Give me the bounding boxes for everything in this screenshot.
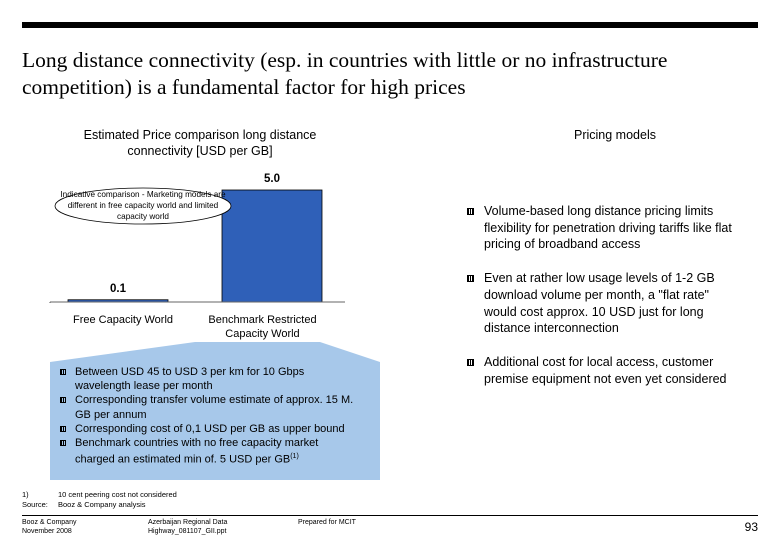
pricing-item: Even at rather low usage levels of 1-2 GB download volume per month, a "flat rate" would cost approx. 10 USD just for long distance interconnection (466, 270, 741, 337)
indicative-note: Indicative comparison - Marketing models are different in free capacity world and limited capacity world (60, 190, 226, 221)
footer-document: Azerbaijan Regional Data Highway_081107_GII.ppt (148, 519, 228, 535)
callout-item: Benchmark countries with no free capacity market charged an estimated min of. 5 USD per GB$^{(1)}$ (58, 436, 358, 467)
bullet-icon (60, 426, 66, 432)
pricing-models-list (466, 203, 741, 387)
footer-company: Booz & Company November 2008 (22, 519, 77, 535)
footnote-row (22, 490, 177, 500)
page-number: 93 (744, 520, 758, 534)
callout-box (50, 362, 380, 480)
footnotes (22, 490, 177, 509)
source-key: Source: (22, 499, 48, 509)
footnote-ref: (1) (290, 453, 299, 461)
category-label-free: Free Capacity World (72, 314, 174, 326)
pricing-models-title: Pricing models (574, 128, 656, 142)
bar-benchmark-restricted (222, 190, 322, 302)
callout-list (58, 365, 358, 467)
page-title: Long distance connectivity (esp. in countries with little or no infrastructure competition) is a fundamental factor for high prices (22, 48, 668, 99)
bullet-icon (60, 369, 66, 375)
bullet-icon (467, 208, 474, 215)
bullet-icon (467, 359, 474, 366)
category-label-benchmark: Benchmark Restricted Capacity World (208, 314, 317, 340)
callout-item: Corresponding cost of 0,1 USD per GB as upper bound (58, 422, 358, 436)
bar-value-label: 0.1 (110, 282, 126, 295)
callout-connector (50, 342, 380, 362)
bullet-icon (60, 440, 66, 446)
bullet-icon (467, 275, 474, 282)
source-text: Booz & Company analysis (58, 499, 146, 509)
pricing-item: Additional cost for local access, customer premise equipment not even yet considered (466, 354, 741, 387)
callout-item: Corresponding transfer volume estimate of approx. 15 M. GB per annum (58, 393, 358, 421)
pricing-item: Volume-based long distance pricing limits flexibility for penetration driving tariffs like flat pricing of broadband access (466, 203, 741, 253)
source-row (22, 500, 177, 510)
footnote-text: 10 cent peering cost not considered (58, 490, 177, 499)
chart-title: Estimated Price comparison long distance connectivity [USD per GB] (83, 128, 317, 158)
footer-rule (22, 515, 758, 516)
footer-prepared: Prepared for MCIT (298, 519, 356, 526)
callout-item: Between USD 45 to USD 3 per km for 10 Gbps wavelength lease per month (58, 365, 358, 393)
bar-value-label: 5.0 (264, 173, 280, 185)
bullet-icon (60, 397, 66, 403)
footnote-key: 1) (22, 490, 29, 499)
